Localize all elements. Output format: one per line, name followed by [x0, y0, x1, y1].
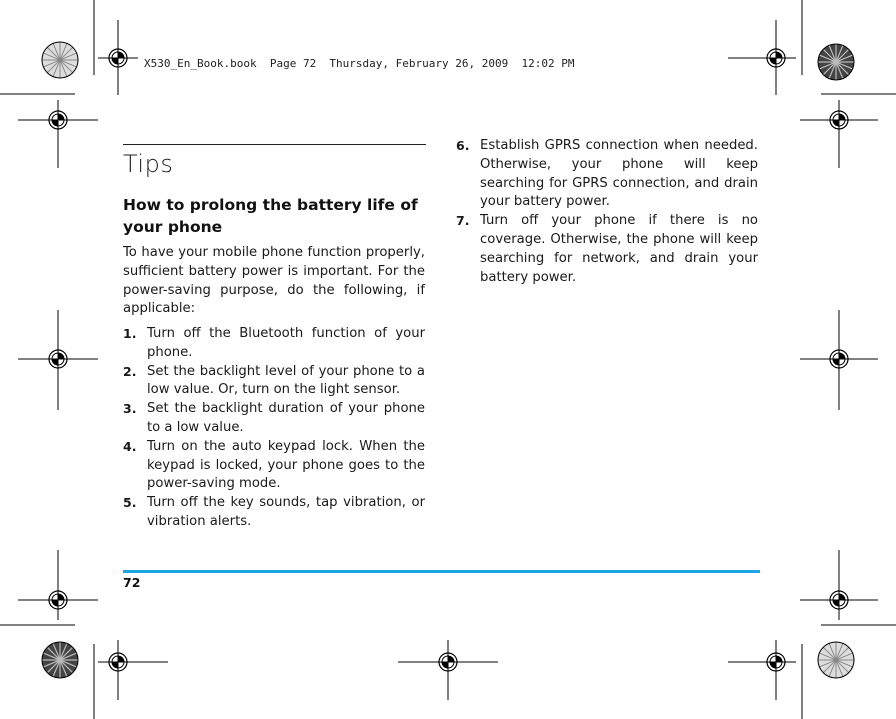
color-target: [42, 42, 78, 78]
intro-paragraph: To have your mobile phone function properly, sufficient battery power is important. For the power-saving purpose, do the following, if applicable:: [123, 245, 425, 317]
item-number: 1.: [123, 326, 137, 341]
registration-mark: [800, 100, 878, 168]
color-target: [818, 642, 854, 678]
registration-mark: [398, 640, 498, 700]
list-item: [123, 400, 425, 438]
list-item: [456, 137, 758, 212]
registration-mark: [18, 100, 98, 168]
item-text: Set the backlight duration of your phone to a low value.: [147, 401, 425, 435]
item-text: Turn off the key sounds, tap vibration, or vibration alerts.: [147, 495, 425, 529]
print-slug-line: X530_En_Book.book Page 72 Thursday, February 26, 2009 12:02 PM: [144, 57, 575, 70]
list-item: [123, 438, 425, 494]
registration-mark: [728, 20, 796, 95]
registration-mark: [728, 640, 796, 700]
footer-accent-rule: [123, 570, 760, 573]
item-number: 7.: [456, 213, 470, 229]
page-number: 72: [123, 575, 141, 590]
item-number: 6.: [456, 138, 470, 153]
item-number: 2.: [123, 363, 137, 379]
registration-mark: [98, 640, 168, 700]
registration-mark: [800, 310, 878, 410]
registration-mark: [98, 20, 138, 95]
list-item: [123, 494, 425, 532]
item-text: Establish GPRS connection when needed. Otherwise, your phone will keep searching for GPRS connection, and drain your battery power.: [480, 138, 758, 210]
registration-mark: [800, 550, 878, 620]
item-text: Turn off the Bluetooth function of your phone.: [147, 326, 425, 360]
subheading: How to prolong the battery life of your phone: [123, 196, 418, 236]
item-number: 5.: [123, 495, 137, 511]
list-item: [123, 325, 425, 363]
item-text: Turn on the auto keypad lock. When the keypad is locked, your phone goes to the power-saving mode.: [147, 438, 425, 492]
color-target: [818, 44, 854, 80]
registration-mark: [18, 310, 98, 410]
item-number: 4.: [123, 438, 137, 454]
registration-mark: [18, 550, 98, 620]
section-title: Tips: [123, 150, 174, 178]
section-top-rule: [123, 144, 426, 145]
list-item: [456, 212, 758, 287]
item-text: Turn off your phone if there is no coverage. Otherwise, the phone will keep searching for network, and drain your battery power.: [480, 213, 758, 285]
tips-list-left: [123, 325, 425, 532]
item-text: Set the backlight level of your phone to a low value. Or, turn on the light sensor.: [147, 363, 425, 398]
list-item: [123, 363, 425, 401]
tips-list-right: [456, 137, 758, 287]
item-number: 3.: [123, 401, 137, 417]
color-target: [42, 642, 78, 678]
